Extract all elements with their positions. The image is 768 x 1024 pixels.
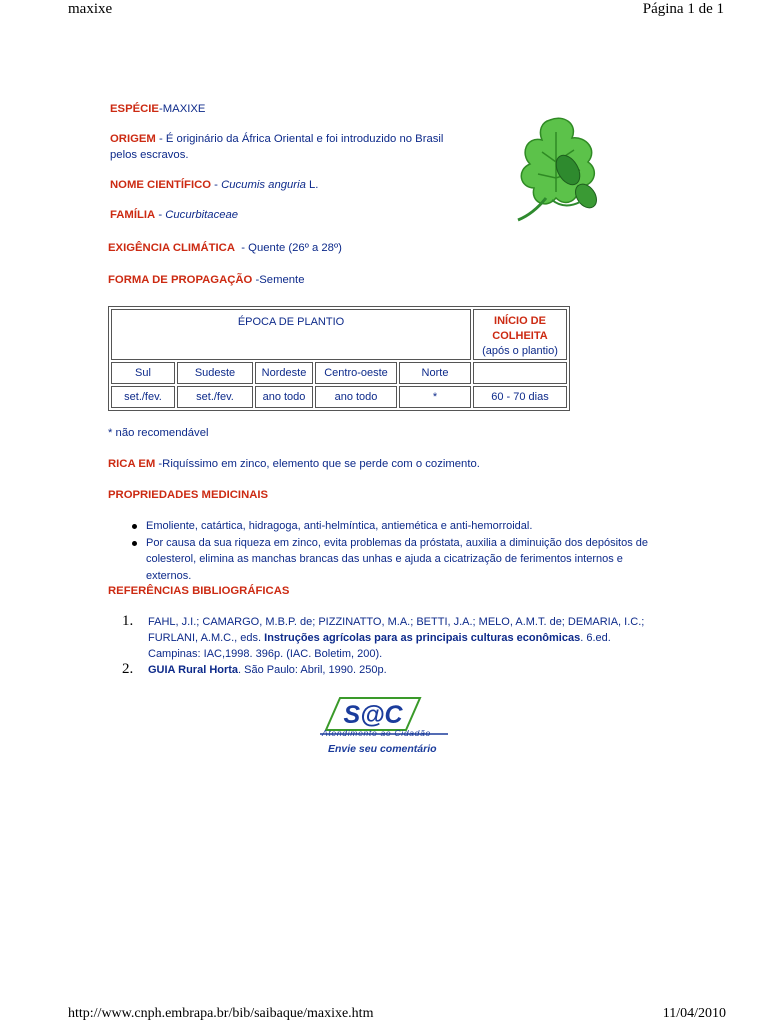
bullet-icon xyxy=(132,541,137,546)
rica-em-line xyxy=(108,456,628,472)
footer-date: 11/04/2010 xyxy=(662,1006,726,1021)
reference-text: FAHL, J.I.; CAMARGO, M.B.P. de; PIZZINATTO, M.A.; BETTI, J.A.; MELO, A.M.T. de; DEMARIA, I.C.; FURLANI, A.M.C., eds. xyxy=(148,616,645,644)
colheita-empty-cell xyxy=(473,362,567,384)
especie-value: -MAXIXE xyxy=(158,103,206,115)
nome-cientifico-label: NOME CIENTÍFICO xyxy=(110,179,212,191)
reference-number: 1. xyxy=(122,613,134,629)
origem-label: ORIGEM xyxy=(110,133,156,145)
nome-cientifico-line xyxy=(110,177,470,193)
familia-label: FAMÍLIA xyxy=(110,209,156,221)
exigencia-line xyxy=(108,240,508,256)
propriedades-list xyxy=(132,518,662,584)
value-sudeste: set./fev. xyxy=(177,386,253,408)
forma-label: FORMA DE PROPAGAÇÃO xyxy=(108,274,253,286)
value-nordeste: ano todo xyxy=(255,386,313,408)
epoca-header: ÉPOCA DE PLANTIO xyxy=(111,309,471,360)
forma-line xyxy=(108,272,508,288)
region-sudeste: Sudeste xyxy=(177,362,253,384)
sac-logo-text: S@C xyxy=(343,701,403,729)
nome-cientifico-dash: - xyxy=(211,179,222,191)
feedback-link[interactable]: Envie seu comentário xyxy=(328,743,437,755)
colheita-subheader: (após o plantio) xyxy=(482,345,558,357)
reference-item xyxy=(122,662,662,678)
referencias-heading: REFERÊNCIAS BIBLIOGRÁFICAS xyxy=(108,585,290,597)
sac-caption: Atendimento ao Cidadão xyxy=(322,728,431,738)
exigencia-value: - Quente (26º a 28º) xyxy=(235,242,342,254)
header-title: maxixe xyxy=(68,1,113,17)
region-norte: Norte xyxy=(399,362,471,384)
list-item-text: Emoliente, catártica, hidragoga, anti-helmíntica, antiemética e anti-hemorroidal. xyxy=(146,520,533,532)
reference-item xyxy=(122,614,662,662)
colheita-value: 60 - 70 dias xyxy=(473,386,567,408)
especie-label: ESPÉCIE xyxy=(110,103,159,115)
colheita-header: INÍCIO DE COLHEITA xyxy=(492,315,548,342)
forma-value: -Semente xyxy=(252,274,305,286)
header-page-number: Página 1 de 1 xyxy=(642,1,724,17)
propriedades-heading: PROPRIEDADES MEDICINAIS xyxy=(108,489,269,501)
list-item xyxy=(132,518,662,535)
origem-value: - É originário da África Oriental e foi introduzido no Brasil pelos escravos. xyxy=(110,133,444,161)
nome-cientifico-suffix: L. xyxy=(305,179,319,191)
exigencia-label: EXIGÊNCIA CLIMÁTICA xyxy=(108,242,235,254)
value-norte: * xyxy=(399,386,471,408)
value-centro-oeste: ano todo xyxy=(315,386,397,408)
footnote: * não recomendável xyxy=(108,427,209,439)
region-centro-oeste: Centro-oeste xyxy=(315,362,397,384)
maxixe-leaf-illustration xyxy=(512,112,604,224)
region-sul: Sul xyxy=(111,362,175,384)
referencias-list xyxy=(122,614,662,678)
region-nordeste: Nordeste xyxy=(255,362,313,384)
reference-title: GUIA Rural Horta xyxy=(148,664,239,676)
rica-em-value: -Riquíssimo em zinco, elemento que se perde com o cozimento. xyxy=(155,458,480,470)
rica-em-label: RICA EM xyxy=(108,458,156,470)
reference-number: 2. xyxy=(122,661,134,677)
reference-title: Instruções agrícolas para as principais culturas econômicas xyxy=(264,632,581,644)
footer-url: http://www.cnph.embrapa.br/bib/saibaque/maxixe.htm xyxy=(68,1006,374,1021)
bullet-icon xyxy=(132,524,137,529)
reference-text-post: . São Paulo: Abril, 1990. 250p. xyxy=(238,664,387,676)
colheita-header-cell xyxy=(473,309,567,360)
list-item xyxy=(132,535,662,585)
origem-line xyxy=(110,131,470,163)
especie-line xyxy=(110,101,470,117)
list-item-text: Por causa da sua riqueza em zinco, evita problemas da próstata, auxilia a diminuição dos depósitos de colesterol, elimina as manchas brancas das unhas e ajuda a cicatrização de ferimentos internos e externos. xyxy=(146,536,649,582)
value-sul: set./fev. xyxy=(111,386,175,408)
reference-text-post: . 6.ed. Campinas: IAC,1998. 396p. (IAC. Boletim, 200). xyxy=(148,632,611,660)
familia-line xyxy=(110,207,470,223)
sac-logo-link[interactable] xyxy=(320,694,448,760)
familia-dash: - xyxy=(155,209,166,221)
nome-cientifico-italic: Cucumis anguria xyxy=(221,179,306,191)
familia-italic: Cucurbitaceae xyxy=(165,209,239,221)
planting-table xyxy=(108,306,570,411)
page-header xyxy=(0,0,768,20)
